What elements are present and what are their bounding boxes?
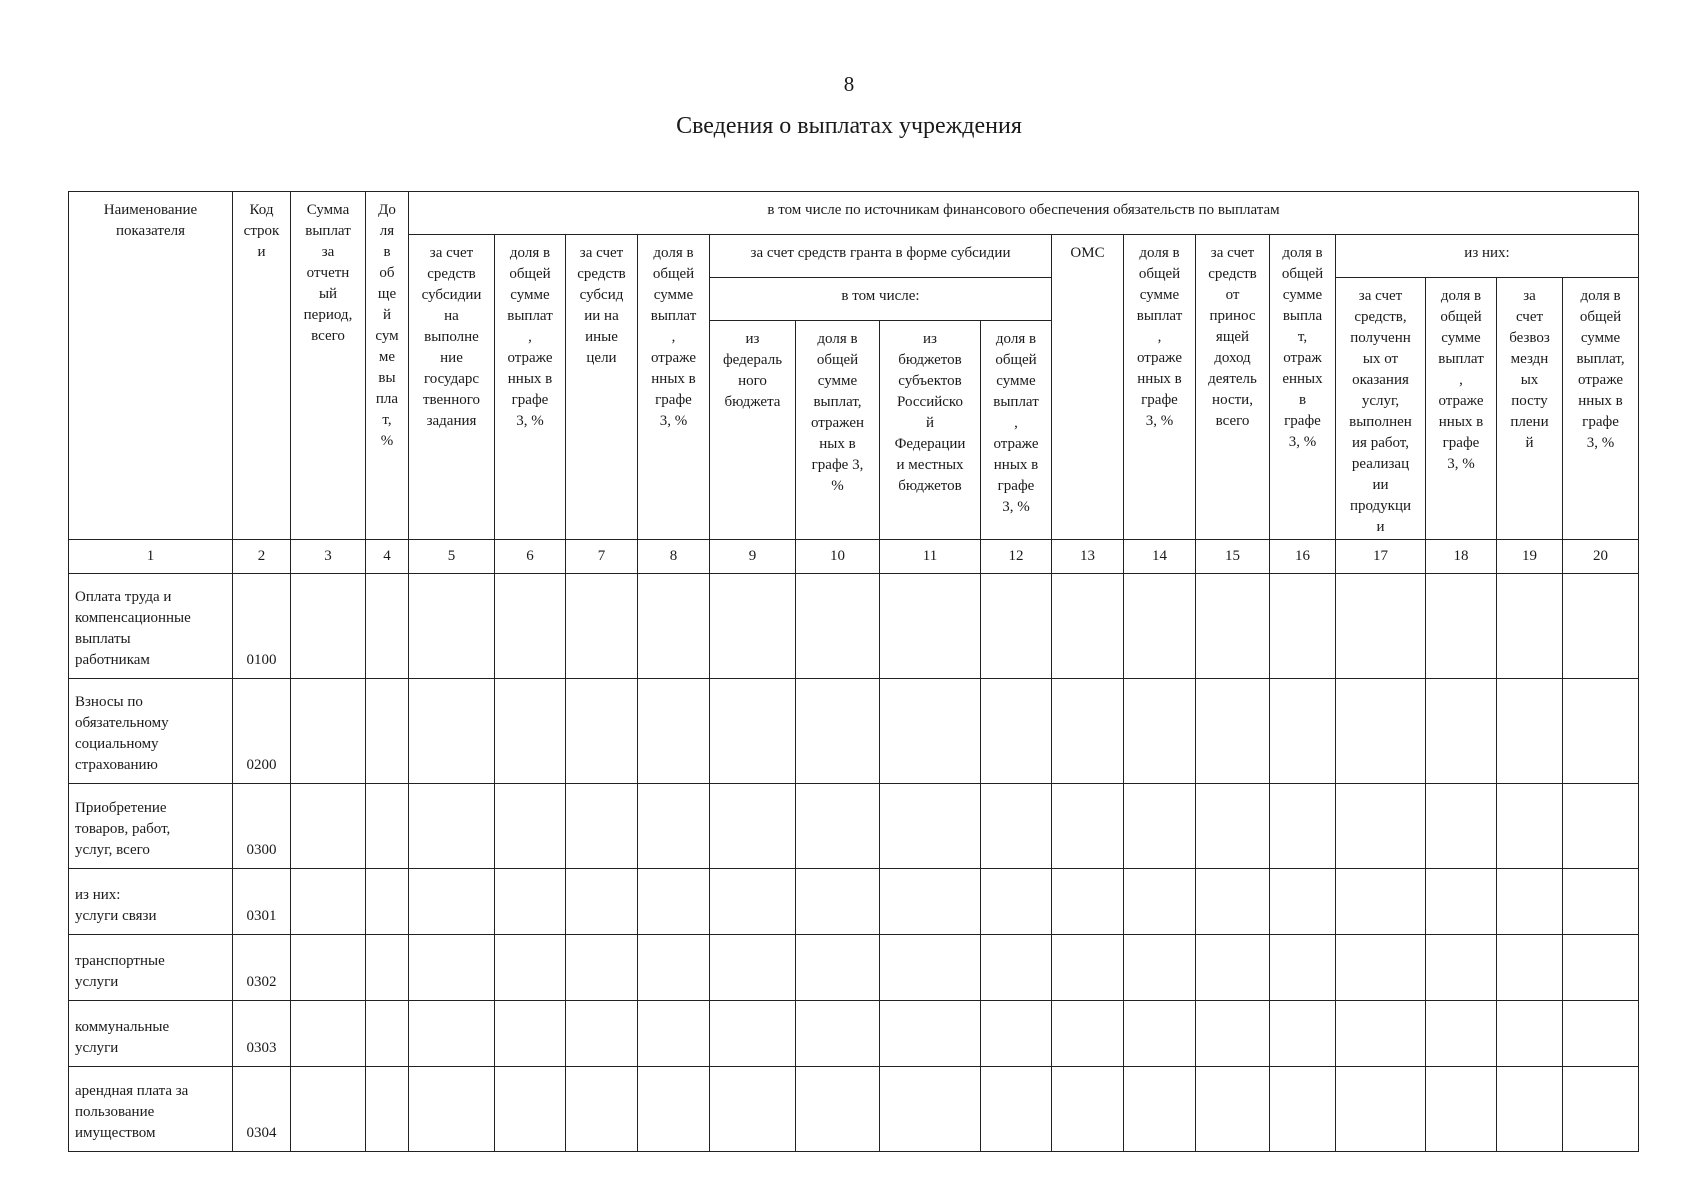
- table-cell: [291, 1001, 366, 1067]
- table-row: [69, 935, 1639, 1001]
- table-cell: [880, 869, 981, 935]
- table-cell: [1196, 869, 1270, 935]
- page-title: Сведения о выплатах учреждения: [676, 113, 1022, 139]
- table-cell: [495, 869, 566, 935]
- table-cell: [796, 1001, 880, 1067]
- table-cell: [1497, 574, 1563, 679]
- table-cell: [1124, 1001, 1196, 1067]
- row-label: Приобретение товаров, работ, услуг, всего: [69, 784, 233, 869]
- column-number: 5: [409, 540, 495, 574]
- table-cell: [366, 784, 409, 869]
- table-cell: [1196, 1001, 1270, 1067]
- header-grant-group: за счет средств гранта в форме субсидии: [710, 235, 1052, 278]
- table-cell: [1124, 935, 1196, 1001]
- table-cell: [495, 574, 566, 679]
- table-cell: [638, 679, 710, 784]
- table-cell: [566, 784, 638, 869]
- header-income-activity-share: доля в общей сумме выпла т, отраж енных в графе 3, %: [1270, 235, 1336, 540]
- table-cell: [1497, 1067, 1563, 1152]
- table-cell: [638, 935, 710, 1001]
- table-cell: [1270, 869, 1336, 935]
- header-other-purpose-subsidy: за счет средств субсид ии на иные цели: [566, 235, 638, 540]
- table-cell: [366, 1067, 409, 1152]
- column-number: 17: [1336, 540, 1426, 574]
- payments-table: [68, 191, 1639, 1152]
- table-cell: [638, 574, 710, 679]
- column-number-row: [69, 540, 1639, 574]
- table-cell: [1270, 1067, 1336, 1152]
- table-cell: [1426, 784, 1497, 869]
- table-cell: [710, 574, 796, 679]
- column-number: 15: [1196, 540, 1270, 574]
- header-services-income: за счет средств, полученн ых от оказания услуг, выполнен ия работ, реализац ии продукци и: [1336, 278, 1426, 540]
- table-cell: [409, 574, 495, 679]
- header-row-code: Код строк и: [233, 192, 291, 540]
- table-cell: [1336, 679, 1426, 784]
- table-cell: [566, 1001, 638, 1067]
- header-gratuitous-receipts-share: доля в общей сумме выплат, отраже нных в графе 3, %: [1563, 278, 1639, 540]
- table-cell: [1426, 679, 1497, 784]
- table-cell: [1270, 1001, 1336, 1067]
- table-cell: [366, 935, 409, 1001]
- table-cell: [1124, 679, 1196, 784]
- table-cell: [796, 679, 880, 784]
- table-cell: [1052, 935, 1124, 1001]
- header-sources-group: в том числе по источникам финансового обеспечения обязательств по выплатам: [409, 192, 1639, 235]
- table-cell: [796, 574, 880, 679]
- header-of-them-group: из них:: [1336, 235, 1639, 278]
- row-label: Взносы по обязательному социальному страхованию: [69, 679, 233, 784]
- table-cell: [495, 1067, 566, 1152]
- table-cell: [1052, 1001, 1124, 1067]
- row-label: коммунальные услуги: [69, 1001, 233, 1067]
- column-number: 6: [495, 540, 566, 574]
- table-cell: [409, 1067, 495, 1152]
- table-row: [69, 574, 1639, 679]
- table-cell: [1497, 869, 1563, 935]
- table-row: [69, 679, 1639, 784]
- table-cell: [710, 935, 796, 1001]
- header-regional-budgets: из бюджетов субъектов Российско й Федерации и местных бюджетов: [880, 321, 981, 540]
- table-cell: [291, 869, 366, 935]
- table-cell: [880, 935, 981, 1001]
- table-cell: [1336, 935, 1426, 1001]
- column-number: 3: [291, 540, 366, 574]
- table-cell: [638, 784, 710, 869]
- table-cell: [1270, 679, 1336, 784]
- header-oms: ОМС: [1052, 235, 1124, 540]
- table-cell: [366, 574, 409, 679]
- table-cell: [1563, 1067, 1639, 1152]
- table-cell: [1336, 574, 1426, 679]
- table-cell: [710, 869, 796, 935]
- header-indicator-name: Наименование показателя: [69, 192, 233, 540]
- table-cell: [638, 869, 710, 935]
- table-cell: [566, 574, 638, 679]
- table-cell: [291, 679, 366, 784]
- table-cell: [981, 784, 1052, 869]
- table-cell: [1336, 869, 1426, 935]
- row-code: 0301: [233, 869, 291, 935]
- table-row: [69, 1067, 1639, 1152]
- table-cell: [1124, 869, 1196, 935]
- table-cell: [1426, 1001, 1497, 1067]
- table-cell: [1270, 935, 1336, 1001]
- row-label: из них: услуги связи: [69, 869, 233, 935]
- table-cell: [1270, 574, 1336, 679]
- table-cell: [1563, 679, 1639, 784]
- header-oms-share: доля в общей сумме выплат , отраже нных в графе 3, %: [1124, 235, 1196, 540]
- row-code: 0100: [233, 574, 291, 679]
- table-cell: [1124, 784, 1196, 869]
- table-cell: [366, 679, 409, 784]
- table-cell: [1196, 574, 1270, 679]
- header-grant-subgroup: в том числе:: [710, 278, 1052, 321]
- row-code: 0304: [233, 1067, 291, 1152]
- table-cell: [796, 935, 880, 1001]
- header-total-amount: Сумма выплат за отчетн ый период, всего: [291, 192, 366, 540]
- table-cell: [1124, 1067, 1196, 1152]
- header-total-share: До ля в об ще й сум ме вы пла т, %: [366, 192, 409, 540]
- table-cell: [366, 869, 409, 935]
- column-number: 8: [638, 540, 710, 574]
- table-cell: [710, 1001, 796, 1067]
- table-cell: [291, 1067, 366, 1152]
- column-number: 20: [1563, 540, 1639, 574]
- table-cell: [409, 679, 495, 784]
- table-cell: [409, 935, 495, 1001]
- column-number: 11: [880, 540, 981, 574]
- column-number: 18: [1426, 540, 1497, 574]
- header-federal-budget: из федераль ного бюджета: [710, 321, 796, 540]
- table-cell: [981, 1067, 1052, 1152]
- table-cell: [409, 1001, 495, 1067]
- table-cell: [1497, 679, 1563, 784]
- row-label: транспортные услуги: [69, 935, 233, 1001]
- table-cell: [1196, 784, 1270, 869]
- table-cell: [1336, 784, 1426, 869]
- table-cell: [1052, 784, 1124, 869]
- column-number: 14: [1124, 540, 1196, 574]
- table-cell: [409, 784, 495, 869]
- table-cell: [1052, 574, 1124, 679]
- table-cell: [710, 1067, 796, 1152]
- table-cell: [1052, 679, 1124, 784]
- table-cell: [880, 784, 981, 869]
- table-cell: [880, 574, 981, 679]
- page-number: 8: [843, 72, 855, 96]
- table-cell: [1563, 1001, 1639, 1067]
- column-number: 7: [566, 540, 638, 574]
- table-cell: [981, 1001, 1052, 1067]
- table-cell: [880, 1001, 981, 1067]
- table-cell: [291, 784, 366, 869]
- table-cell: [796, 869, 880, 935]
- row-label: Оплата труда и компенсационные выплаты работникам: [69, 574, 233, 679]
- column-number: 9: [710, 540, 796, 574]
- table-cell: [1196, 1067, 1270, 1152]
- table-cell: [291, 935, 366, 1001]
- table-cell: [1196, 679, 1270, 784]
- table-cell: [1563, 935, 1639, 1001]
- table-cell: [981, 574, 1052, 679]
- table-cell: [1196, 935, 1270, 1001]
- table-cell: [796, 784, 880, 869]
- table-cell: [291, 574, 366, 679]
- column-number: 19: [1497, 540, 1563, 574]
- column-number: 2: [233, 540, 291, 574]
- table-cell: [710, 784, 796, 869]
- table-cell: [495, 679, 566, 784]
- table-cell: [1563, 784, 1639, 869]
- table-cell: [638, 1067, 710, 1152]
- column-number: 13: [1052, 540, 1124, 574]
- table-cell: [1426, 935, 1497, 1001]
- column-number: 10: [796, 540, 880, 574]
- header-income-activity: за счет средств от принос ящей доход деятель ности, всего: [1196, 235, 1270, 540]
- table-cell: [566, 869, 638, 935]
- column-number: 4: [366, 540, 409, 574]
- table-cell: [981, 869, 1052, 935]
- table-cell: [566, 679, 638, 784]
- row-code: 0300: [233, 784, 291, 869]
- table-cell: [981, 679, 1052, 784]
- table-cell: [1497, 935, 1563, 1001]
- table-cell: [1336, 1067, 1426, 1152]
- row-code: 0303: [233, 1001, 291, 1067]
- column-number: 16: [1270, 540, 1336, 574]
- table-cell: [1124, 574, 1196, 679]
- table-cell: [1497, 1001, 1563, 1067]
- table-cell: [638, 1001, 710, 1067]
- table-cell: [1497, 784, 1563, 869]
- header-gratuitous-receipts: за счет безвоз мездн ых посту плени й: [1497, 278, 1563, 540]
- table-cell: [880, 1067, 981, 1152]
- table-row: [69, 869, 1639, 935]
- table-cell: [796, 1067, 880, 1152]
- table-cell: [1426, 1067, 1497, 1152]
- table-cell: [1563, 869, 1639, 935]
- row-code: 0302: [233, 935, 291, 1001]
- table-cell: [566, 1067, 638, 1152]
- table-cell: [495, 935, 566, 1001]
- table-cell: [566, 935, 638, 1001]
- column-number: 1: [69, 540, 233, 574]
- table-row: [69, 784, 1639, 869]
- column-number: 12: [981, 540, 1052, 574]
- table-cell: [981, 935, 1052, 1001]
- table-cell: [1336, 1001, 1426, 1067]
- table-row: [69, 1001, 1639, 1067]
- header-other-purpose-share: доля в общей сумме выплат , отраже нных в графе 3, %: [638, 235, 710, 540]
- table-cell: [409, 869, 495, 935]
- table-cell: [710, 679, 796, 784]
- table-cell: [1426, 574, 1497, 679]
- header-services-income-share: доля в общей сумме выплат , отраже нных в графе 3, %: [1426, 278, 1497, 540]
- table-cell: [495, 1001, 566, 1067]
- header-state-task-subsidy: за счет средств субсидии на выполне ние государс твенного задания: [409, 235, 495, 540]
- table-cell: [1270, 784, 1336, 869]
- table-cell: [880, 679, 981, 784]
- row-code: 0200: [233, 679, 291, 784]
- table-cell: [1052, 1067, 1124, 1152]
- table-cell: [1052, 869, 1124, 935]
- header-regional-budgets-share: доля в общей сумме выплат , отраже нных в графе 3, %: [981, 321, 1052, 540]
- row-label: арендная плата за пользование имуществом: [69, 1067, 233, 1152]
- table-cell: [1563, 574, 1639, 679]
- header-state-task-share: доля в общей сумме выплат , отраже нных в графе 3, %: [495, 235, 566, 540]
- header-federal-budget-share: доля в общей сумме выплат, отражен ных в графе 3, %: [796, 321, 880, 540]
- table-cell: [366, 1001, 409, 1067]
- table-cell: [495, 784, 566, 869]
- table-cell: [1426, 869, 1497, 935]
